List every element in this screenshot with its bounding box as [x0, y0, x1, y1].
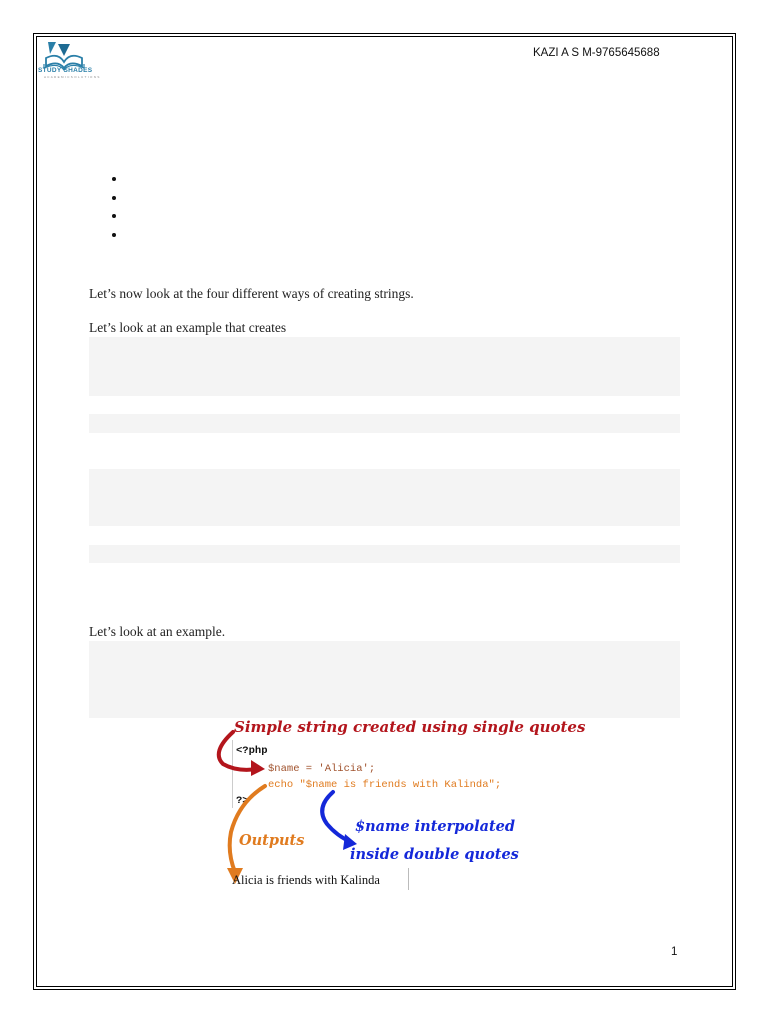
- code-line-close: ?>: [236, 795, 249, 807]
- annotation-interpolated-line1: $name interpolated: [355, 818, 516, 835]
- code-block: [89, 641, 680, 718]
- code-line-echo: echo "$name is friends with Kalinda";: [268, 779, 502, 791]
- page-number: 1: [671, 946, 678, 958]
- annotation-interpolated-line2: inside double quotes: [350, 846, 519, 863]
- paragraph-intro: Let’s now look at the four different ways of creating strings.: [89, 286, 414, 301]
- paragraph-example-creates: Let’s look at an example that creates: [89, 320, 287, 335]
- code-block: [89, 545, 680, 563]
- output-text: Alicia is friends with Kalinda: [232, 873, 380, 887]
- logo-text: STUDY SHADES: [38, 67, 93, 74]
- code-block: [89, 337, 680, 396]
- code-line-assign: $name = 'Alicia';: [268, 763, 376, 775]
- orange-arrow-icon: [230, 786, 265, 872]
- blue-arrow-icon: [322, 792, 351, 842]
- study-shades-logo-icon: [38, 40, 98, 80]
- logo-subtext: A C A D E M I C S O L U T I O N S: [44, 75, 100, 79]
- output-rule: [408, 868, 409, 890]
- code-block: [89, 469, 680, 526]
- annotation-outputs: Outputs: [239, 832, 305, 849]
- paragraph-example: Let’s look at an example.: [89, 624, 226, 639]
- annotation-simple-string: Simple string created using single quotes: [234, 718, 586, 736]
- header-contact: KAZI A S M-9765645688: [533, 47, 660, 59]
- red-arrowhead-icon: [251, 760, 265, 776]
- code-block: [89, 414, 680, 433]
- code-line-open: <?php: [236, 745, 268, 757]
